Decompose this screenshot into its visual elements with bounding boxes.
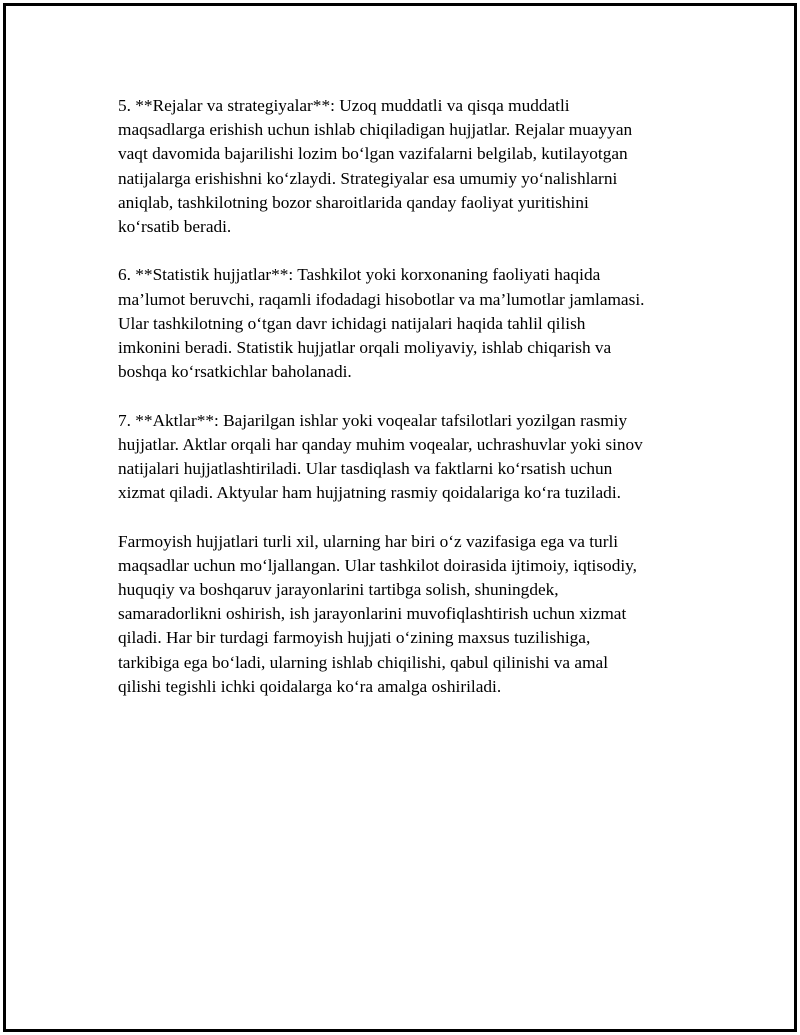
paragraph-conclusion: Farmoyish hujjatlari turli xil, ularning har biri o‘z vazifasiga ega va turli maqsadlar uchun mo‘ljallangan. Ular tashkilot doirasida ijtimoiy, iqtisodiy, huquqiy va boshqaruv jarayonlarini tartibga solish, shuningdek, samaradorlikni oshirish, ish jarayonlarini muvofiqlashtirish uchun xizmat qiladi. Har bir turdagi farmoyish hujjati o‘zining maxsus tuzilishiga, tarkibiga ega bo‘ladi, ularning ishlab chiqilishi, qabul qilinishi va amal qilishi tegishli ichki qoidalarga ko‘ra amalga oshiriladi.: [118, 531, 637, 696]
paragraph-plans-strategies: 5. **Rejalar va strategiyalar**: Uzoq muddatli va qisqa muddatli maqsadlarga erishish uchun ishlab chiqiladigan hujjatlar. Rejalar muayyan vaqt davomida bajarilishi lozim bo‘lgan vazifalarni belgilab, kutilayotgan natijalarga erishishni ko‘zlaydi. Strategiyalar esa umumiy yo‘nalishlarni aniqlab, tashkilotning bozor sharoitlarida qanday faoliyat yuritishini ko‘rsatib beradi.: [118, 96, 633, 237]
paragraph-acts: 7. **Aktlar**: Bajarilgan ishlar yoki voqealar tafsilotlari yozilgan rasmiy hujjatlar. Aktlar orqali har qanday muhim voqealar, uchrashuvlar yoki sinov natijalari hujjatlashtiriladi. Ular tasdiqlash va faktlarni ko‘rsatish uchun xizmat qiladi. Aktyular ham hujjatning rasmiy qoidalariga ko‘ra tuziladi.: [118, 410, 643, 503]
paragraph-statistical-documents: 6. **Statistik hujjatlar**: Tashkilot yoki korxonaning faoliyati haqida ma’lumot beruvchi, raqamli ifodadagi hisobotlar va ma’lumotlar jamlamasi. Ular tashkilotning o‘tgan davr ichidagi natijalari haqida tahlil qilish imkonini beradi. Statistik hujjatlar orqali moliyaviy, ishlab chiqarish va boshqa ko‘rsatkichlar baholanadi.: [118, 265, 645, 382]
document-body: [118, 94, 688, 723]
